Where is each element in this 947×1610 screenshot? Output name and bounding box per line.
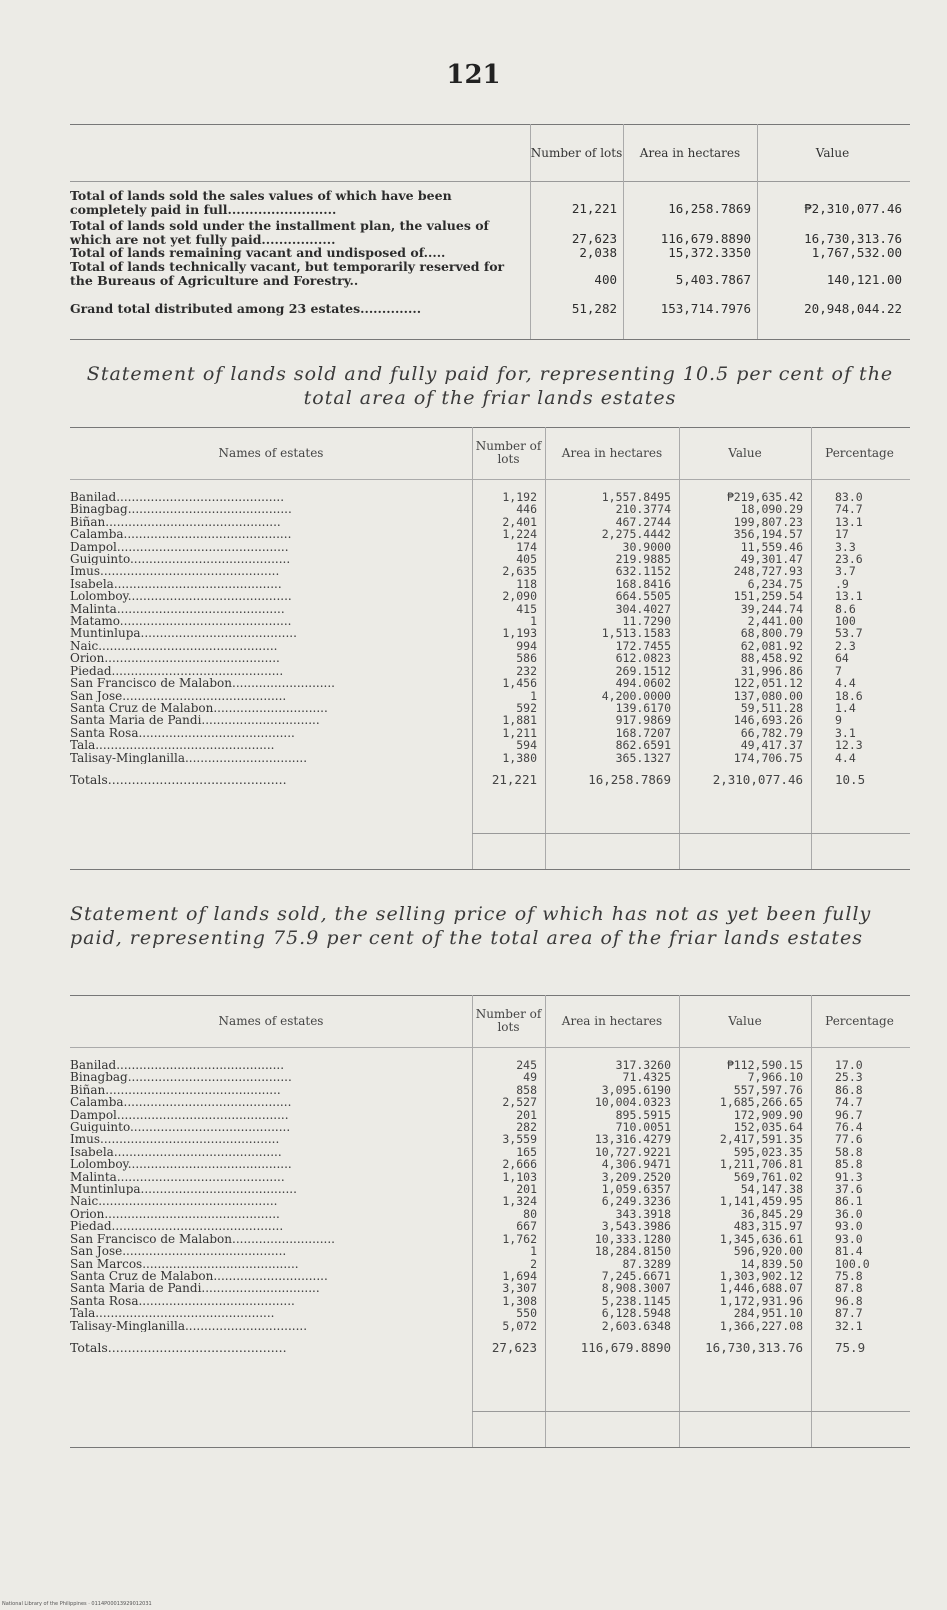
header-area: Area in hectares xyxy=(561,1013,663,1028)
cell-lots: 1 xyxy=(530,1244,537,1259)
cell-pct: 93.0 xyxy=(835,1219,863,1234)
cell-lots: 1,762 xyxy=(502,1231,537,1246)
cell-name: Orion.............................................. xyxy=(70,1207,280,1221)
cell-lots: 174 xyxy=(516,539,537,554)
cell-name: Santa Rosa......................................... xyxy=(70,726,295,740)
cell-pct: 4.4 xyxy=(835,676,856,691)
cell-value: 1,303,902.12 xyxy=(719,1268,803,1283)
cell-name: Tala............................................... xyxy=(70,739,275,752)
cell-lots: 415 xyxy=(516,601,537,616)
total-value: 2,310,077.46 xyxy=(712,771,803,787)
cell-pct: 86.8 xyxy=(835,1082,863,1097)
cell-name: Lolomboy........................................... xyxy=(70,590,292,603)
summary-table xyxy=(70,125,908,322)
cell-pct: 100 xyxy=(835,614,856,629)
cell-name: Imus............................................... xyxy=(70,1133,280,1146)
table-row xyxy=(70,1133,908,1145)
cell-area: 3,543.3986 xyxy=(601,1219,671,1234)
cell-area: 13,316.4279 xyxy=(594,1132,671,1147)
table2-body xyxy=(70,1047,908,1354)
cell-name: Orion.............................................. xyxy=(70,652,280,665)
cell-value: 284,951.10 xyxy=(733,1306,803,1321)
header-lots: Number of lots xyxy=(475,1007,542,1034)
summary-row: Total of lands technically vacant, but temporarily reserved for the Bureaus of Agriculture and Forestry.. 400 5,403.7867 140,121.00 xyxy=(70,259,902,288)
cell-area: 5,238.1145 xyxy=(601,1293,671,1308)
cell-area: 7,245.6671 xyxy=(601,1268,671,1283)
cell-pct: .9 xyxy=(835,576,849,591)
cell-pct: 77.6 xyxy=(835,1132,863,1147)
cell-name: San Francisco de Malabon........................... xyxy=(70,677,335,690)
cell-name: Dampol............................................. xyxy=(70,1108,289,1122)
cell-value: 137,080.00 xyxy=(733,688,803,703)
table-row xyxy=(70,1195,908,1207)
cell-value: 18,090.29 xyxy=(740,502,803,517)
cell-area: 11.7290 xyxy=(622,614,671,629)
cell-value: 66,782.79 xyxy=(740,725,803,740)
cell-name: Isabela............................................ xyxy=(70,577,282,591)
cell-value: 1,446,688.07 xyxy=(719,1281,803,1296)
cell-value: 62,081.92 xyxy=(740,638,803,653)
total-area: 116,679.8890 xyxy=(580,1339,671,1355)
table-row xyxy=(70,677,908,689)
cell-lots: 201 xyxy=(516,1107,537,1122)
cell-name: Santa Cruz de Malabon.............................. xyxy=(70,701,328,715)
cell-pct: 3.7 xyxy=(835,564,856,579)
cell-name: Guiguinto.......................................... xyxy=(70,553,291,566)
cell-area: 210.3774 xyxy=(615,502,671,517)
cell-lots: 405 xyxy=(516,552,537,567)
cell-lots: 245 xyxy=(516,1058,537,1072)
cell-area: 87.3289 xyxy=(622,1256,671,1271)
cell-value: 122,051.12 xyxy=(733,676,803,691)
cell-name: Banilad............................................ xyxy=(70,490,285,504)
total-lots: 21,221 xyxy=(491,771,537,787)
table-row xyxy=(70,1245,908,1257)
total-area: 16,258.7869 xyxy=(588,771,671,787)
cell-area: 895.5915 xyxy=(615,1107,671,1122)
totals-row xyxy=(70,1332,908,1354)
cell-value: 1,685,266.65 xyxy=(719,1095,803,1110)
table-row xyxy=(70,1158,908,1170)
cell-name: Muntinlupa......................................... xyxy=(70,1183,297,1196)
cell-lots: 2,401 xyxy=(502,514,537,529)
header-name: Names of estates xyxy=(218,445,324,460)
cell-value: 2,441.00 xyxy=(747,614,803,629)
table-row xyxy=(70,565,908,577)
cell-lots: 118 xyxy=(516,576,537,591)
cell-pct: 87.7 xyxy=(835,1306,863,1321)
cell-lots: 667 xyxy=(516,1219,537,1234)
cell-pct: 91.3 xyxy=(835,1169,863,1184)
rule xyxy=(472,833,910,834)
cell-pct: 37.6 xyxy=(835,1182,863,1197)
cell-area: 862.6591 xyxy=(615,738,671,753)
rule xyxy=(70,869,910,870)
table2 xyxy=(70,995,908,1354)
cell-pct: 17 xyxy=(835,527,849,542)
cell-lots: 1,103 xyxy=(502,1169,537,1184)
cell-area: 10,727.9221 xyxy=(594,1144,671,1159)
cell-pct: 36.0 xyxy=(835,1206,863,1221)
cell-pct: 86.1 xyxy=(835,1194,863,1209)
table-row xyxy=(70,752,908,764)
cell-lots: 2,527 xyxy=(502,1095,537,1110)
cell-value: ₱219,635.42 xyxy=(726,490,803,504)
cell-pct: 58.8 xyxy=(835,1144,863,1159)
cell-area: 1,557.8495 xyxy=(601,490,671,504)
cell-value: 39,244.74 xyxy=(740,601,803,616)
cell-pct: 93.0 xyxy=(835,1231,863,1246)
header-name: Names of estates xyxy=(218,1013,324,1028)
cell-lots: 232 xyxy=(516,663,537,678)
cell-pct: 4.4 xyxy=(835,750,856,765)
header-value: Value xyxy=(728,445,762,460)
table-row xyxy=(70,528,908,540)
cell-value: 146,693.26 xyxy=(733,713,803,728)
cell-area: 917.9869 xyxy=(615,713,671,728)
cell-area: 10,004.0323 xyxy=(594,1095,671,1110)
cell-pct: 85.8 xyxy=(835,1157,863,1172)
header-pct: Percentage xyxy=(825,445,894,460)
cell-lots: 1,211 xyxy=(502,725,537,740)
cell-value: 172,909.90 xyxy=(733,1107,803,1122)
header-value: Value xyxy=(728,1013,762,1028)
cell-pct: 96.7 xyxy=(835,1107,863,1122)
cell-area: 317.3260 xyxy=(615,1058,671,1072)
cell-value: 1,345,636.61 xyxy=(719,1231,803,1246)
grand-total-row: Grand total distributed among 23 estates.............. 51,282 153,714.7976 20,948,044.22 xyxy=(70,301,902,316)
cell-name: Calamba............................................ xyxy=(70,1096,292,1109)
table-row xyxy=(70,1307,908,1319)
cell-value: 152,035.64 xyxy=(733,1120,803,1135)
cell-area: 219.9885 xyxy=(615,552,671,567)
cell-name: Tala............................................... xyxy=(70,1307,275,1320)
cell-value: 7,966.10 xyxy=(747,1070,803,1085)
cell-area: 2,603.6348 xyxy=(601,1318,671,1333)
cell-name: Biñan.............................................. xyxy=(70,515,281,529)
cell-name: Santa Cruz de Malabon.............................. xyxy=(70,1269,328,1283)
cell-pct: 25.3 xyxy=(835,1070,863,1085)
cell-value: 49,301.47 xyxy=(740,552,803,567)
summary-row: Total of lands sold the sales values of which have been completely paid in full......................... 21,221 16,258.7869 ₱2,310,077.46 xyxy=(70,188,902,217)
cell-pct: 23.6 xyxy=(835,552,863,567)
cell-lots: 994 xyxy=(516,638,537,653)
cell-value: 54,147.38 xyxy=(740,1182,803,1197)
cell-pct: 64 xyxy=(835,651,849,666)
cell-lots: 1,380 xyxy=(502,750,537,765)
header-pct: Percentage xyxy=(825,1013,894,1028)
cell-name: Binagbag........................................... xyxy=(70,503,292,516)
cell-lots: 2,666 xyxy=(502,1157,537,1172)
cell-area: 1,513.1583 xyxy=(601,626,671,641)
cell-name: Calamba............................................ xyxy=(70,528,292,541)
cell-name: Malinta............................................ xyxy=(70,1170,285,1184)
cell-lots: 594 xyxy=(516,738,537,753)
table-row xyxy=(70,739,908,751)
cell-area: 494.0602 xyxy=(615,676,671,691)
cell-value: 557,597.76 xyxy=(733,1082,803,1097)
total-name: Totals............................................. xyxy=(70,1339,287,1355)
cell-value: 356,194.57 xyxy=(733,527,803,542)
cell-area: 18,284.8150 xyxy=(594,1244,671,1259)
table-row xyxy=(70,1320,908,1332)
cell-lots: 165 xyxy=(516,1144,537,1159)
cell-name: Naic............................................... xyxy=(70,639,278,653)
cell-pct: 53.7 xyxy=(835,626,863,641)
cell-value: 88,458.92 xyxy=(740,651,803,666)
cell-area: 632.1152 xyxy=(615,564,671,579)
cell-pct: 81.4 xyxy=(835,1244,863,1259)
rule xyxy=(70,339,910,340)
cell-value: 68,800.79 xyxy=(740,626,803,641)
cell-value: ₱112,590.15 xyxy=(726,1058,803,1072)
cell-name: Guiguinto.......................................... xyxy=(70,1121,291,1134)
cell-pct: 3.1 xyxy=(835,725,856,740)
cell-value: 6,234.75 xyxy=(747,576,803,591)
cell-area: 168.8416 xyxy=(615,576,671,591)
cell-lots: 446 xyxy=(516,502,537,517)
cell-pct: 17.0 xyxy=(835,1058,863,1072)
cell-lots: 3,307 xyxy=(502,1281,537,1296)
table-row xyxy=(70,1282,908,1294)
cell-lots: 550 xyxy=(516,1306,537,1321)
cell-lots: 5,072 xyxy=(502,1318,537,1333)
cell-pct: 3.3 xyxy=(835,539,856,554)
cell-pct: 100.0 xyxy=(835,1256,870,1271)
table-row xyxy=(70,714,908,726)
cell-area: 4,200.0000 xyxy=(601,688,671,703)
cell-name: San Jose........................................... xyxy=(70,689,287,702)
cell-name: Lolomboy........................................... xyxy=(70,1158,292,1171)
cell-area: 71.4325 xyxy=(622,1070,671,1085)
cell-name: Malinta............................................ xyxy=(70,602,285,616)
cell-area: 6,128.5948 xyxy=(601,1306,671,1321)
cell-pct: 74.7 xyxy=(835,1095,863,1110)
cell-name: Imus............................................... xyxy=(70,565,280,578)
cell-pct: 2.3 xyxy=(835,638,856,653)
cell-name: Muntinlupa......................................... xyxy=(70,627,297,640)
footer-credit: National Library of the Philippines · 0114P00013929012031 xyxy=(2,1601,152,1607)
cell-lots: 1,192 xyxy=(502,490,537,504)
cell-value: 1,172,931.96 xyxy=(719,1293,803,1308)
cell-area: 4,306.9471 xyxy=(601,1157,671,1172)
cell-lots: 80 xyxy=(523,1206,537,1221)
cell-lots: 858 xyxy=(516,1082,537,1097)
cell-value: 1,141,459.95 xyxy=(719,1194,803,1209)
cell-value: 1,366,227.08 xyxy=(719,1318,803,1333)
cell-area: 172.7455 xyxy=(615,638,671,653)
cell-value: 596,920.00 xyxy=(733,1244,803,1259)
cell-name: Santa Maria de Pandi............................... xyxy=(70,1282,320,1295)
cell-lots: 2 xyxy=(530,1256,537,1271)
cell-value: 36,845.29 xyxy=(740,1206,803,1221)
cell-lots: 1,193 xyxy=(502,626,537,641)
table2-title: Statement of lands sold, the selling price of which has not as yet been fully paid, representing 75.9 per cent of the total area of the friar lands estates xyxy=(70,903,872,949)
cell-area: 6,249.3236 xyxy=(601,1194,671,1209)
cell-area: 2,275.4442 xyxy=(601,527,671,542)
cell-name: San Francisco de Malabon........................... xyxy=(70,1232,335,1246)
cell-area: 139.6170 xyxy=(615,700,671,715)
cell-lots: 1,308 xyxy=(502,1293,537,1308)
cell-name: Banilad............................................ xyxy=(70,1058,285,1072)
table-row xyxy=(70,590,908,602)
table-row xyxy=(70,1071,908,1083)
cell-value: 248,727.93 xyxy=(733,564,803,579)
table-row xyxy=(70,503,908,515)
cell-pct: 83.0 xyxy=(835,490,863,504)
cell-pct: 74.7 xyxy=(835,502,863,517)
summary-row: Total of lands sold under the installment plan, the values of which are not yet fully paid................. 27,623 116,679.8890 16,730,313.76 xyxy=(70,218,902,247)
cell-name: Dampol............................................. xyxy=(70,540,289,554)
cell-value: 595,023.35 xyxy=(733,1144,803,1159)
cell-pct: 12.3 xyxy=(835,738,863,753)
cell-value: 199,807.23 xyxy=(733,514,803,529)
cell-lots: 2,090 xyxy=(502,589,537,604)
table-row xyxy=(70,479,908,503)
cell-lots: 1 xyxy=(530,614,537,629)
total-name: Totals............................................. xyxy=(70,771,287,787)
total-pct: 10.5 xyxy=(835,771,866,787)
table1 xyxy=(70,427,908,786)
cell-name: Binagbag........................................... xyxy=(70,1071,292,1084)
cell-value: 174,706.75 xyxy=(733,750,803,765)
rule xyxy=(70,1447,910,1448)
cell-area: 1,059.6357 xyxy=(601,1182,671,1197)
cell-lots: 2,635 xyxy=(502,564,537,579)
cell-lots: 1,881 xyxy=(502,713,537,728)
cell-pct: 13.1 xyxy=(835,514,863,529)
cell-lots: 1,324 xyxy=(502,1194,537,1209)
cell-pct: 96.8 xyxy=(835,1293,863,1308)
cell-pct: 1.4 xyxy=(835,700,856,715)
cell-pct: 32.1 xyxy=(835,1318,863,1333)
cell-pct: 75.8 xyxy=(835,1268,863,1283)
cell-name: Naic............................................... xyxy=(70,1195,278,1208)
cell-value: 483,315.97 xyxy=(733,1219,803,1234)
cell-pct: 87.8 xyxy=(835,1281,863,1296)
cell-value: 11,559.46 xyxy=(740,539,803,554)
cell-lots: 282 xyxy=(516,1120,537,1135)
header-lots: Number of lots xyxy=(530,146,623,160)
table-row xyxy=(70,627,908,639)
cell-area: 664.5505 xyxy=(615,589,671,604)
cell-pct: 76.4 xyxy=(835,1120,863,1135)
table-row xyxy=(70,1096,908,1108)
cell-area: 8,908.3007 xyxy=(601,1281,671,1296)
cell-lots: 3,559 xyxy=(502,1132,537,1147)
cell-name: San Marcos......................................... xyxy=(70,1257,299,1270)
cell-lots: 49 xyxy=(523,1070,537,1085)
cell-area: 30.9000 xyxy=(622,539,671,554)
total-lots: 27,623 xyxy=(491,1339,537,1355)
cell-name: San Jose........................................... xyxy=(70,1245,287,1258)
header-value: Value xyxy=(815,146,850,160)
cell-area: 612.0823 xyxy=(615,651,671,666)
cell-area: 3,095.6190 xyxy=(601,1082,671,1097)
rule xyxy=(472,1411,910,1412)
cell-value: 14,839.50 xyxy=(740,1256,803,1271)
summary-row: Total of lands remaining vacant and undisposed of..... 2,038 15,372.3350 1,767,532.00 xyxy=(70,245,902,260)
cell-lots: 592 xyxy=(516,700,537,715)
cell-lots: 1,694 xyxy=(502,1268,537,1283)
table1-title: Statement of lands sold and fully paid for, representing 10.5 per cent of the total area of the friar lands estates xyxy=(86,363,894,409)
table-row xyxy=(70,652,908,664)
cell-pct: 7 xyxy=(835,663,842,678)
cell-area: 269.1512 xyxy=(615,663,671,678)
cell-area: 10,333.1280 xyxy=(594,1231,671,1246)
cell-lots: 1 xyxy=(530,688,537,703)
table-row xyxy=(70,1047,908,1071)
table-row xyxy=(70,1220,908,1232)
header-area: Area in hectares xyxy=(561,445,663,460)
header-area: Area in hectares xyxy=(639,146,741,160)
cell-name: Matamo............................................. xyxy=(70,615,292,628)
cell-area: 168.7207 xyxy=(615,725,671,740)
total-value: 16,730,313.76 xyxy=(705,1339,803,1355)
cell-value: 151,259.54 xyxy=(733,589,803,604)
cell-value: 1,211,706.81 xyxy=(719,1157,803,1172)
cell-name: Santa Maria de Pandi............................... xyxy=(70,714,320,727)
cell-area: 365.1327 xyxy=(615,750,671,765)
cell-area: 710.0051 xyxy=(615,1120,671,1135)
cell-value: 49,417.37 xyxy=(740,738,803,753)
cell-name: Biñan.............................................. xyxy=(70,1083,281,1097)
cell-pct: 13.1 xyxy=(835,589,863,604)
total-pct: 75.9 xyxy=(835,1339,866,1355)
cell-area: 467.2744 xyxy=(615,514,671,529)
page-number: 121 xyxy=(446,60,501,90)
cell-area: 304.4027 xyxy=(615,601,671,616)
cell-name: Santa Rosa......................................... xyxy=(70,1294,295,1308)
cell-name: Isabela............................................ xyxy=(70,1145,282,1159)
cell-lots: 1,224 xyxy=(502,527,537,542)
cell-lots: 1,456 xyxy=(502,676,537,691)
cell-name: Piedad............................................. xyxy=(70,1220,284,1233)
cell-value: 31,996.86 xyxy=(740,663,803,678)
cell-value: 59,511.28 xyxy=(740,700,803,715)
cell-area: 343.3918 xyxy=(615,1206,671,1221)
totals-row xyxy=(70,764,908,786)
cell-lots: 586 xyxy=(516,651,537,666)
cell-pct: 9 xyxy=(835,713,842,728)
cell-value: 2,417,591.35 xyxy=(719,1132,803,1147)
cell-name: Talisay-Minglanilla................................ xyxy=(70,751,308,764)
cell-lots: 201 xyxy=(516,1182,537,1197)
cell-area: 3,209.2520 xyxy=(601,1169,671,1184)
cell-name: Talisay-Minglanilla................................ xyxy=(70,1319,308,1332)
table1-body xyxy=(70,479,908,786)
cell-name: Piedad............................................. xyxy=(70,664,284,678)
cell-pct: 8.6 xyxy=(835,601,856,616)
cell-value: 569,761.02 xyxy=(733,1169,803,1184)
cell-pct: 18.6 xyxy=(835,688,863,703)
header-lots: Number of lots xyxy=(475,439,542,466)
